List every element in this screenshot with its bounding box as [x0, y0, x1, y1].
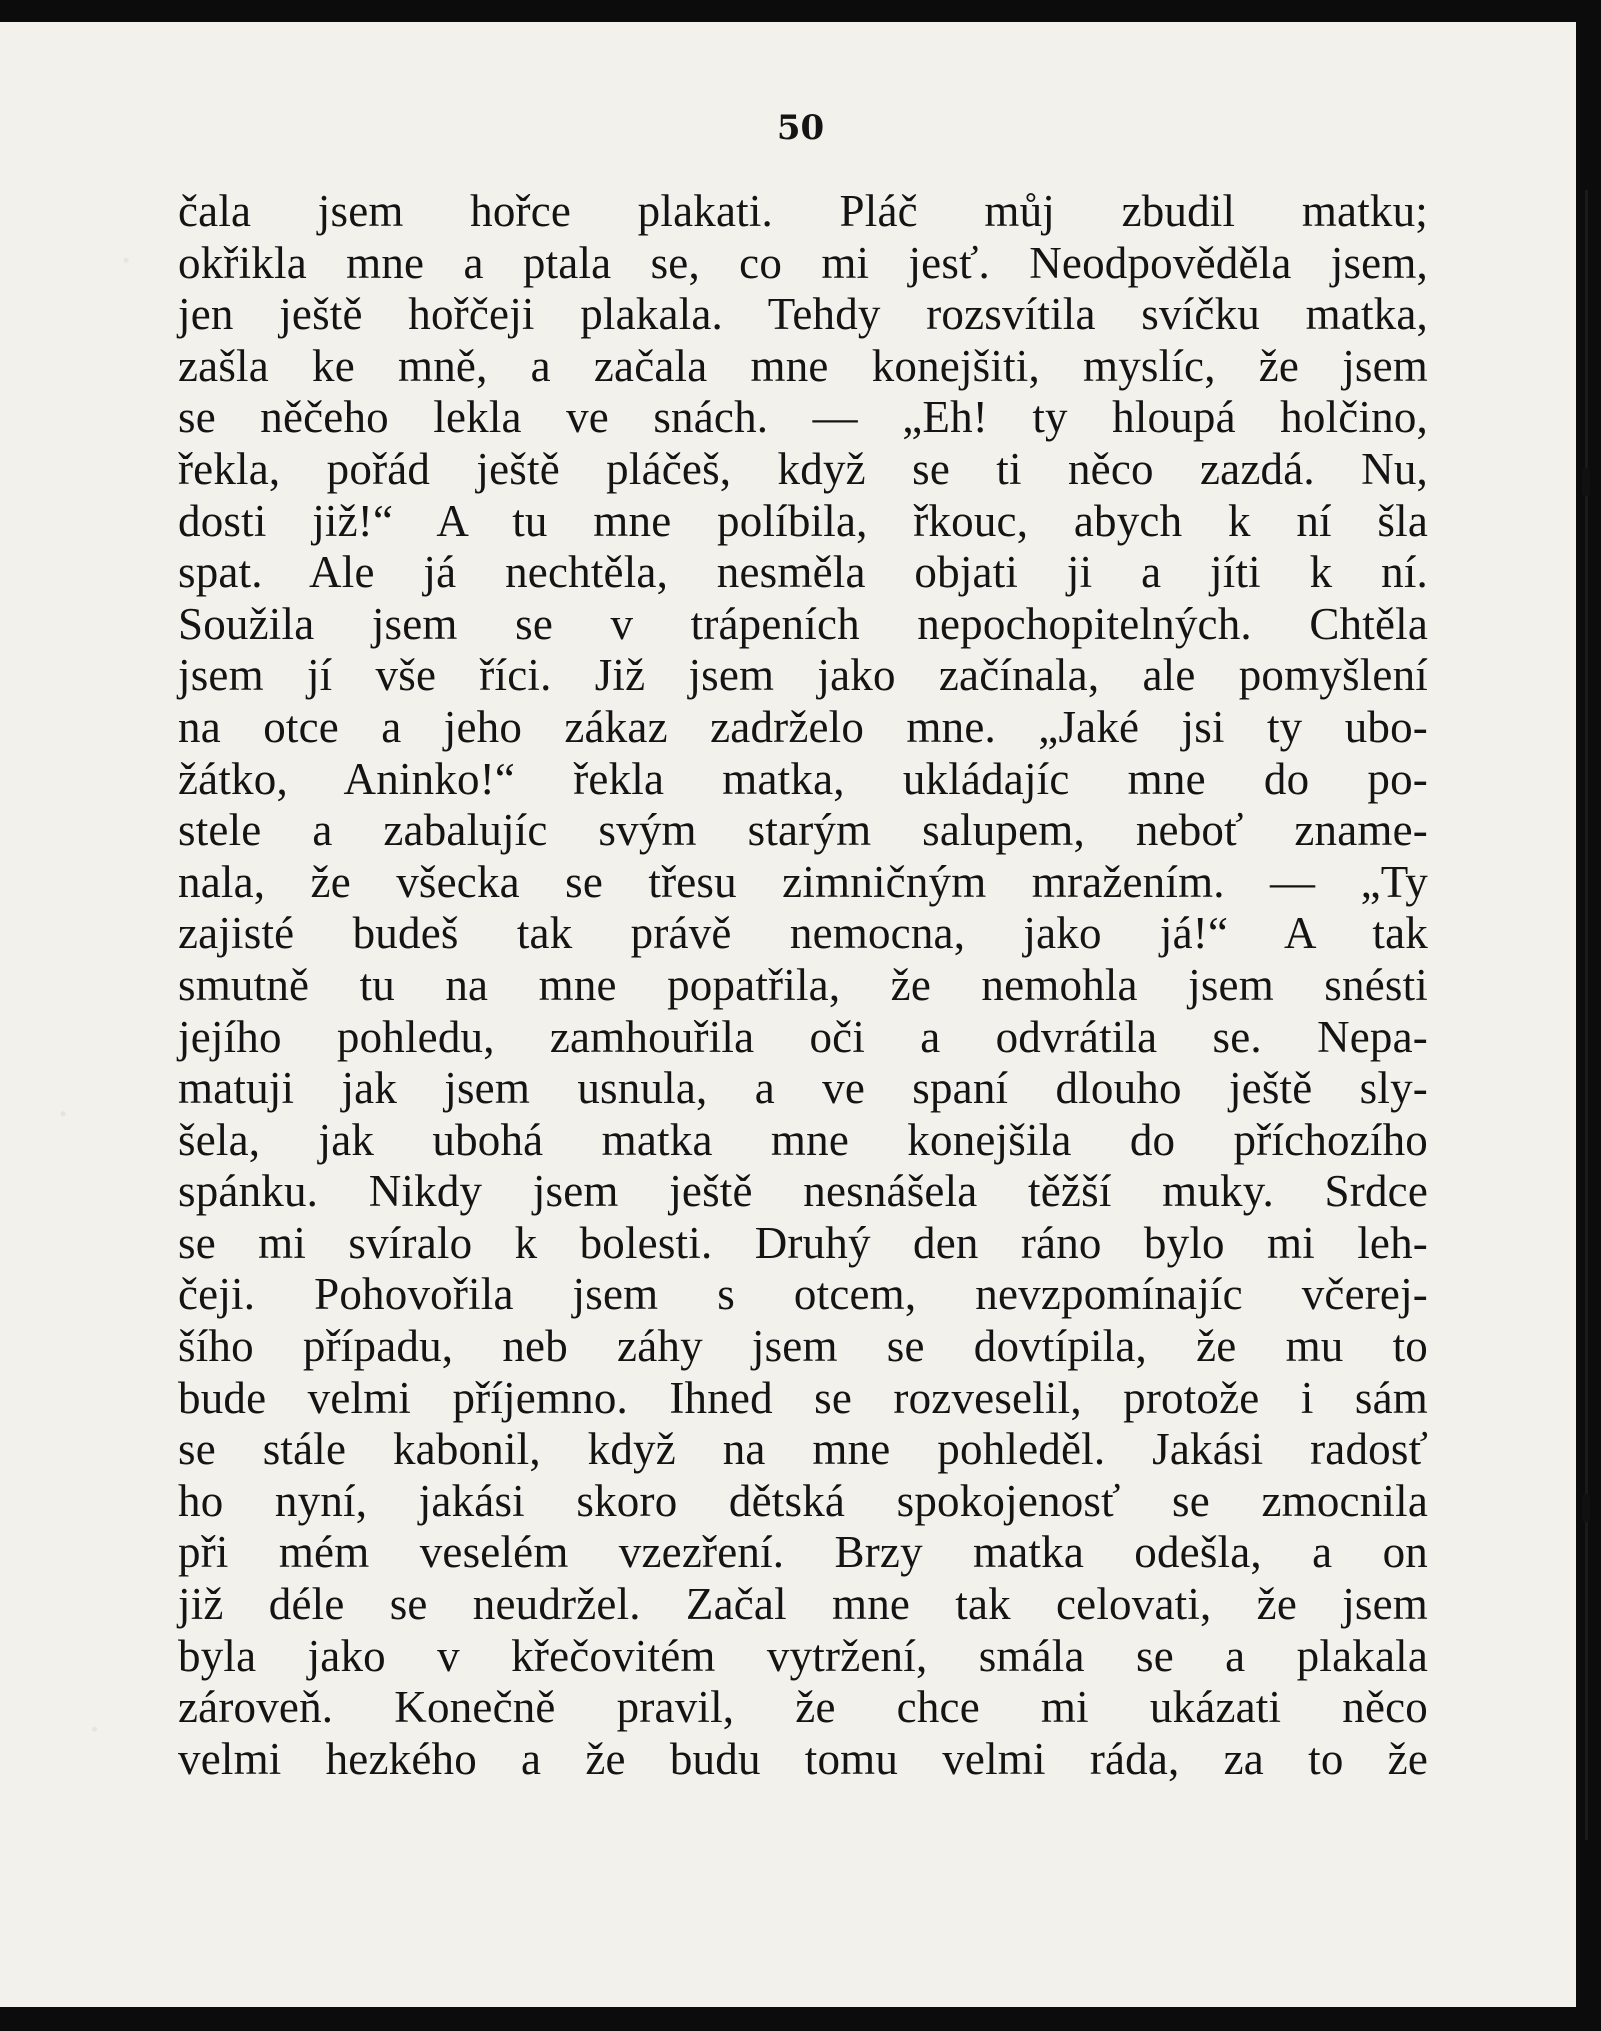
text-line: se něčeho lekla ve snách. — „Eh! ty hloupá holčino,	[178, 392, 1428, 443]
text-line: stele a zabalujíc svým starým salupem, neboť zname-	[178, 805, 1428, 856]
text-line: se mi svíralo k bolesti. Druhý den ráno bylo mi leh-	[178, 1217, 1428, 1268]
text-line: okřikla mne a ptala se, co mi jesť. Neodpověděla jsem,	[178, 237, 1428, 288]
text-line: zašla ke mně, a začala mne konejšiti, myslíc, že jsem	[178, 340, 1428, 391]
text-line: šela, jak ubohá matka mne konejšila do příchozího	[178, 1114, 1428, 1165]
text-line: zároveň. Konečně pravil, že chce mi ukázati něco	[178, 1682, 1428, 1733]
text-line: smutně tu na mne popatřila, že nemohla jsem snésti	[178, 959, 1428, 1010]
text-line: čala jsem hořce plakati. Pláč můj zbudil matku;	[178, 186, 1428, 236]
binding-edge-mark	[1582, 468, 1590, 496]
text-line: velmi hezkého a že budu tomu velmi ráda, za to že	[178, 1733, 1428, 1784]
text-line: spat. Ale já nechtěla, nesměla objati ji a jíti k ní.	[178, 547, 1428, 598]
binding-edge-rule	[1585, 190, 1588, 1840]
text-line: čeji. Pohovořila jsem s otcem, nevzpomínajíc včerej-	[178, 1269, 1428, 1320]
text-line: jsem jí vše říci. Již jsem jako začínala, ale pomyšlení	[178, 650, 1428, 701]
text-line: na otce a jeho zákaz zadrželo mne. „Jaké jsi ty ubo-	[178, 701, 1428, 752]
text-line: Soužila jsem se v trápeních nepochopitelných. Chtěla	[178, 598, 1428, 649]
text-line: jejího pohledu, zamhouřila oči a odvrátila se. Nepa-	[178, 1011, 1428, 1062]
text-line: bude velmi příjemno. Ihned se rozveselil, protože i sám	[178, 1372, 1428, 1423]
text-line: nala, že všecka se třesu zimničným mražením. — „Ty	[178, 856, 1428, 907]
text-line: řekla, pořád ještě pláčeš, když se ti něco zazdá. Nu,	[178, 443, 1428, 494]
text-line: dosti již!“ A tu mne políbila, řkouc, abych k ní šla	[178, 495, 1428, 546]
text-line: se stále kabonil, když na mne pohleděl. Jakási radosť	[178, 1424, 1428, 1475]
text-line: jen ještě hořčeji plakala. Tehdy rozsvítila svíčku matka,	[178, 289, 1428, 340]
text-line: šího případu, neb záhy jsem se dovtípila, že mu to	[178, 1321, 1428, 1372]
text-line: byla jako v křečovitém vytržení, smála se a plakala	[178, 1630, 1428, 1681]
text-line: při mém veselém vzezření. Brzy matka odešla, a on	[178, 1527, 1428, 1578]
text-line: spánku. Nikdy jsem ještě nesnášela těžší muky. Srdce	[178, 1166, 1428, 1217]
page-number: 50	[776, 108, 825, 148]
body-text	[178, 186, 1428, 1785]
text-line: již déle se neudržel. Začal mne tak celovati, že jsem	[178, 1579, 1428, 1630]
binding-edge-mark	[1582, 1494, 1590, 1522]
text-line: žátko, Aninko!“ řekla matka, ukládajíc mne do po-	[178, 753, 1428, 804]
text-line: zajisté budeš tak právě nemocna, jako já!“ A tak	[178, 908, 1428, 959]
text-line: matuji jak jsem usnula, a ve spaní dlouho ještě sly-	[178, 1063, 1428, 1114]
text-line: ho nyní, jakási skoro dětská spokojenosť se zmocnila	[178, 1475, 1428, 1526]
